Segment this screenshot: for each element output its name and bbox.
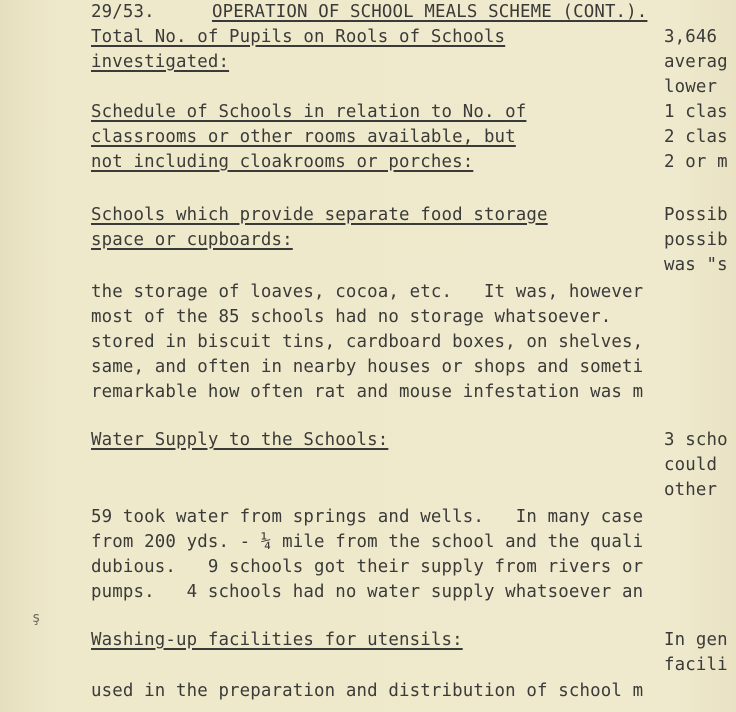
section-heading-line: Washing-up facilities for utensils:: [91, 630, 463, 650]
right-column-text: Possib: [664, 205, 728, 225]
body-text-line: 59 took water from springs and wells. In many case: [91, 507, 644, 527]
right-column-text: averag: [664, 52, 728, 72]
body-text-line: dubious. 9 schools got their supply from rivers or: [91, 557, 644, 577]
right-column-text: could: [664, 455, 718, 475]
right-column-text: possib: [664, 230, 728, 250]
right-column-text: 3,646: [664, 27, 718, 47]
right-column-text: lower: [664, 77, 718, 97]
body-text-line: stored in biscuit tins, cardboard boxes, on shelves,: [91, 332, 644, 352]
section-heading-line: Water Supply to the Schools:: [91, 430, 389, 450]
right-column-text: 3 scho: [664, 430, 728, 450]
body-text-line: most of the 85 schools had no storage whatsoever.: [91, 307, 612, 327]
section-heading-line: investigated:: [91, 52, 230, 72]
body-text-line: used in the preparation and distribution of school m: [91, 681, 644, 701]
body-text-line: remarkable how often rat and mouse infestation was m: [91, 382, 644, 402]
section-heading-line: Schedule of Schools in relation to No. of: [91, 102, 527, 122]
section-heading-line: not including cloakrooms or porches:: [91, 152, 474, 172]
page-reference: 29/53.: [91, 2, 155, 22]
body-text-line: from 200 yds. - ¼ mile from the school and the quali: [91, 532, 644, 552]
section-heading-line: classrooms or other rooms available, but: [91, 127, 516, 147]
section-heading-line: Schools which provide separate food storage: [91, 205, 548, 225]
page-title: OPERATION OF SCHOOL MEALS SCHEME (CONT.).: [212, 2, 648, 22]
right-column-text: was "s: [664, 255, 728, 275]
right-column-text: other: [664, 480, 718, 500]
right-column-text: 2 or m: [664, 152, 728, 172]
right-column-text: facili: [664, 655, 728, 675]
right-column-text: 1 clas: [664, 102, 728, 122]
section-heading-line: Total No. of Pupils on Rools of Schools: [91, 27, 506, 47]
margin-mark: ş: [32, 610, 41, 626]
right-column-text: 2 clas: [664, 127, 728, 147]
body-text-line: same, and often in nearby houses or shops and someti: [91, 357, 644, 377]
section-heading-line: space or cupboards:: [91, 230, 293, 250]
body-text-line: the storage of loaves, cocoa, etc. It was, however: [91, 282, 644, 302]
right-column-text: In gen: [664, 630, 728, 650]
body-text-line: pumps. 4 schools had no water supply whatsoever an: [91, 582, 644, 602]
